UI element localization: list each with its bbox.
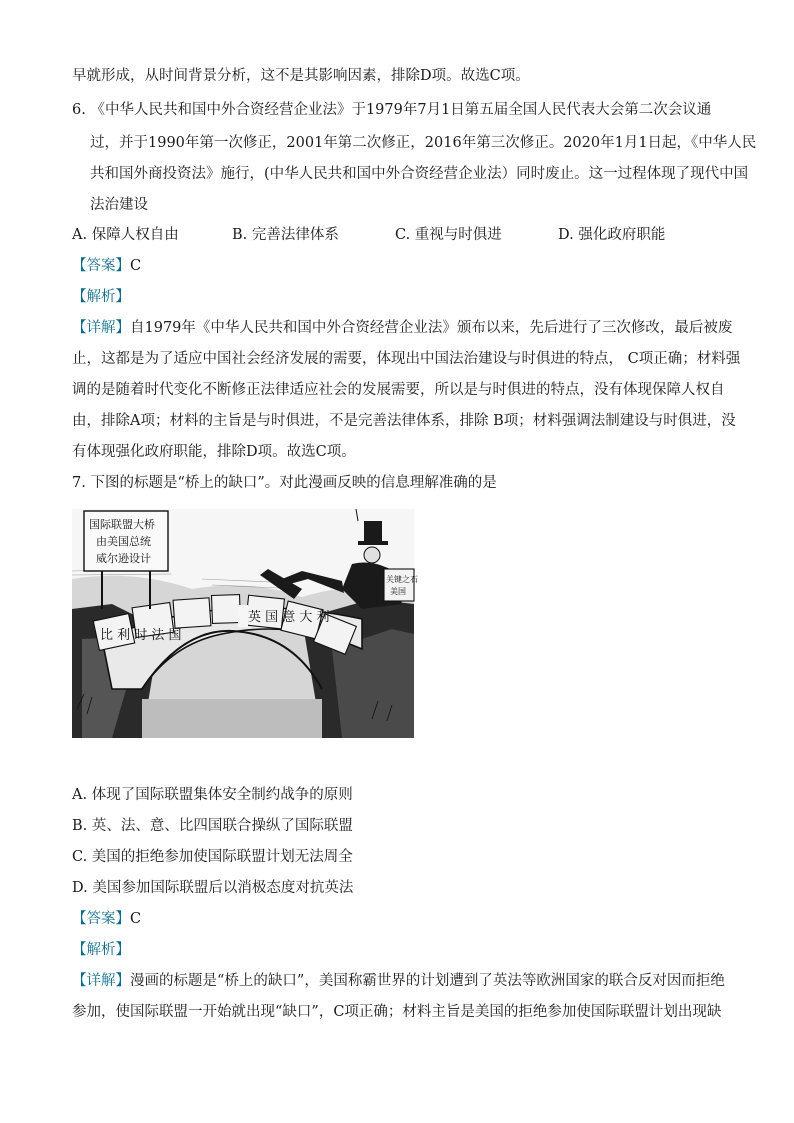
option-d: D. 强化政府职能 — [558, 227, 666, 243]
sign-text: 国际联盟大桥 — [89, 518, 155, 531]
detail-line — [72, 971, 725, 991]
question-6-stem: 法治建设 — [90, 197, 148, 213]
option-a: A. 体现了国际联盟集体安全制约战争的原则 — [72, 787, 353, 803]
keystone-label: 美国 — [390, 587, 406, 596]
sign-text: 由美国总统 — [96, 535, 151, 548]
keystone-label: 关键之石 — [386, 575, 418, 584]
bridge-cartoon-image — [72, 509, 418, 738]
option-c: C. 美国的拒绝参加使国际联盟计划无法周全 — [72, 849, 353, 865]
answer-value: C — [130, 258, 142, 274]
detail-text: 止，这都是为了适应中国社会经济发展的需要，体现出中国法治建设与时俱进的特点， C项正确；材料强 — [72, 351, 741, 367]
option-b: B. 英、法、意、比四国联合操纵了国际联盟 — [72, 818, 353, 834]
text-line: 早就形成，从时间背景分析，这不是其影响因素，排除D项。故选C项。 — [72, 68, 530, 84]
detail-line — [72, 318, 733, 338]
analysis-label: 【解析】 — [72, 289, 130, 305]
analysis-label: 【解析】 — [72, 942, 130, 958]
detail-text: 调的是随着时代变化不断修正法律适应社会的发展需要，所以是与时俱进的特点，没有体现保障人权自 — [72, 382, 725, 398]
question-7-stem: 7. 下图的标题是“桥上的缺口”。对此漫画反映的信息理解准确的是 — [72, 475, 497, 491]
detail-text: 漫画的标题是“桥上的缺口”，美国称霸世界的计划遭到了英法等欧洲国家的联合反对因而拒绝 — [130, 973, 725, 989]
left-stone-labels: 比 利 时 法 国 — [100, 628, 182, 643]
answer-label: 【答案】 — [72, 911, 130, 927]
detail-text: 参加，使国际联盟一开始就出现“缺口”，C项正确；材料主旨是美国的拒绝参加使国际联盟计划出现缺 — [72, 1004, 722, 1020]
answer-line — [72, 909, 722, 929]
question-6-stem: 6. 《中华人民共和国中外合资经营企业法》于1979年7月1日第五届全国人民代表大会第二次会议通 — [72, 102, 712, 118]
sign-text: 威尔逊设计 — [96, 552, 151, 565]
detail-label: 【详解】 — [72, 973, 130, 989]
answer-value: C — [130, 911, 142, 927]
answer-label: 【答案】 — [72, 258, 130, 274]
analysis-line — [72, 287, 722, 307]
detail-text: 自1979年《中华人民共和国中外合资经营企业法》颁布以来，先后进行了三次修改，最后被废 — [130, 320, 733, 336]
analysis-line — [72, 940, 722, 960]
question-6-stem: 共和国外商投资法》施行，(中华人民共和国中外合资经营企业法）同时废止。这一过程体现了现代中国 — [90, 166, 749, 182]
option-d: D. 美国参加国际联盟后以消极态度对抗英法 — [72, 880, 354, 896]
detail-label: 【详解】 — [72, 320, 130, 336]
option-c: C. 重视与时俱进 — [395, 227, 502, 243]
option-b: B. 完善法律体系 — [232, 227, 339, 243]
right-stone-labels: 英 国 意 大 利 — [248, 610, 330, 625]
detail-text: 由，排除A项；材料的主旨是与时俱进，不是完善法律体系，排除 B项；材料强调法制建设与时俱进，没 — [72, 413, 736, 429]
detail-text: 有体现强化政府职能，排除D项。故选C项。 — [72, 444, 356, 460]
option-a: A. 保障人权自由 — [72, 227, 179, 243]
answer-line — [72, 256, 722, 276]
question-6-stem: 过，并于1990年第一次修正，2001年第二次修正，2016年第三次修正。2020年1月1日起，《中华人民 — [90, 135, 757, 151]
